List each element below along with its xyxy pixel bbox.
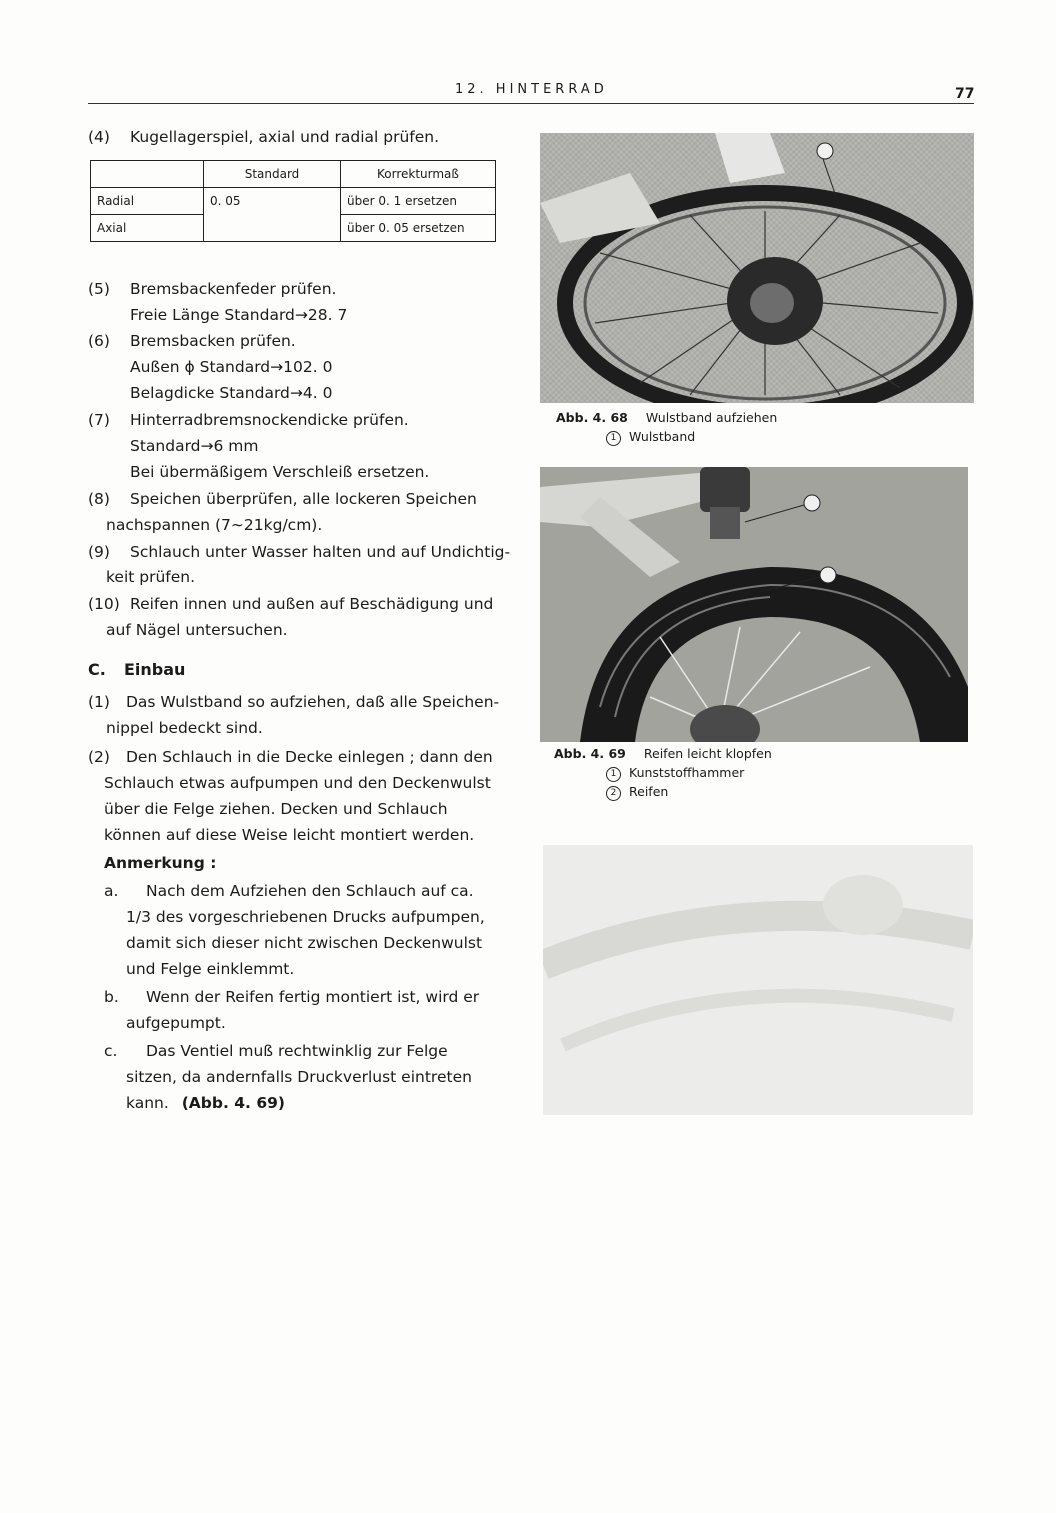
item-text: keit prüfen.	[106, 568, 196, 586]
note-letter: a.	[104, 882, 119, 900]
item-text: nippel bedeckt sind.	[106, 719, 263, 737]
callout-text: Wulstband	[629, 429, 696, 444]
bleed-through-photo	[543, 845, 973, 1115]
item-number: (5)	[88, 280, 110, 298]
figure-caption	[556, 410, 777, 425]
note-text: damit sich dieser nicht zwischen Deckenwulst	[126, 934, 483, 952]
item-text: Schlauch etwas aufpumpen und den Deckenwulst	[104, 774, 491, 792]
item-text: über die Felge ziehen. Decken und Schlauch	[104, 800, 448, 818]
item-text: Bei übermäßigem Verschleiß ersetzen.	[130, 463, 430, 481]
item-number: (9)	[88, 543, 110, 561]
section-letter: C.	[88, 660, 106, 679]
item-number: (4)	[88, 128, 110, 146]
page-number: 77	[955, 86, 975, 102]
item-text: auf Nägel untersuchen.	[106, 621, 288, 639]
tire-illustration	[540, 467, 968, 742]
note-text: 1/3 des vorgeschriebenen Drucks aufpumpen,	[126, 908, 485, 926]
note-letter: c.	[104, 1042, 118, 1060]
item-number: (10)	[88, 595, 120, 613]
header-divider	[88, 103, 974, 104]
item-text: Kugellagerspiel, axial und radial prüfen.	[130, 128, 440, 146]
item-number: (8)	[88, 490, 110, 508]
figure-reference: (Abb. 4. 69)	[181, 1094, 285, 1112]
note-text: Das Ventiel muß rechtwinklig zur Felge	[146, 1042, 448, 1060]
item-text: Belagdicke Standard→4. 0	[130, 384, 333, 402]
table-header-cell: Standard	[204, 161, 341, 188]
item-text: können auf diese Weise leicht montiert werden.	[104, 826, 475, 844]
item-text: Reifen innen und außen auf Beschädigung und	[130, 595, 494, 613]
figure-photo-wulstband	[540, 133, 974, 403]
item-number: (7)	[88, 411, 110, 429]
table-cell: Radial	[91, 188, 204, 215]
figure-legend-item	[606, 765, 744, 782]
table-header-row	[91, 161, 496, 188]
note-letter: b.	[104, 988, 119, 1006]
table-cell: Axial	[91, 215, 204, 242]
note-text: aufgepumpt.	[126, 1014, 226, 1032]
figure-label: Abb. 4. 69	[554, 746, 626, 761]
item-text: Bremsbackenfeder prüfen.	[130, 280, 337, 298]
item-text: Schlauch unter Wasser halten und auf Undichtig-	[130, 543, 511, 561]
item-text: Standard→6 mm	[130, 437, 259, 455]
callout-text: Kunststoffhammer	[629, 765, 745, 780]
callout-number: 2	[606, 786, 621, 801]
item-text: Hinterradbremsnockendicke prüfen.	[130, 411, 409, 429]
figure-caption	[554, 746, 772, 761]
callout-number: 1	[606, 767, 621, 782]
note-text	[126, 1090, 285, 1116]
figure-legend-item	[606, 784, 668, 801]
wheel-illustration	[540, 133, 974, 403]
faint-wheel-illustration	[543, 845, 973, 1115]
figure-legend-item	[606, 429, 695, 446]
note-text: Wenn der Reifen fertig montiert ist, wird er	[146, 988, 480, 1006]
figure-photo-reifen	[540, 467, 968, 742]
table-cell: über 0. 05 ersetzen	[341, 215, 496, 242]
item-text: nachspannen (7∼21kg/cm).	[106, 516, 323, 534]
table-cell: 0. 05	[204, 188, 341, 215]
figure-title: Reifen leicht klopfen	[643, 746, 772, 761]
callout-number: 1	[606, 431, 621, 446]
section-heading: Einbau	[124, 660, 186, 679]
table-header-cell: Korrekturmaß	[341, 161, 496, 188]
spec-table	[90, 160, 496, 242]
item-number: (6)	[88, 332, 110, 350]
note-text: und Felge einklemmt.	[126, 960, 295, 978]
callout-text: Reifen	[629, 784, 669, 799]
item-text: Den Schlauch in die Decke einlegen ; dann den	[126, 748, 493, 766]
figure-title: Wulstband aufziehen	[645, 410, 778, 425]
running-title: 12. HINTERRAD	[455, 82, 608, 97]
item-text: Freie Länge Standard→28. 7	[130, 306, 348, 324]
table-row	[91, 215, 496, 242]
note-text: sitzen, da andernfalls Druckverlust eintreten	[126, 1068, 472, 1086]
item-text: Speichen überprüfen, alle lockeren Speichen	[130, 490, 477, 508]
note-heading: Anmerkung :	[104, 854, 217, 872]
item-number: (2)	[88, 748, 110, 766]
table-cell: über 0. 1 ersetzen	[341, 188, 496, 215]
item-text: Bremsbacken prüfen.	[130, 332, 296, 350]
figure-label: Abb. 4. 68	[556, 410, 628, 425]
table-row	[91, 188, 496, 215]
note-text-part: kann.	[126, 1094, 169, 1112]
item-number: (1)	[88, 693, 110, 711]
note-text: Nach dem Aufziehen den Schlauch auf ca.	[146, 882, 474, 900]
table-header-cell	[91, 161, 204, 188]
item-text: Das Wulstband so aufziehen, daß alle Speichen-	[126, 693, 500, 711]
item-text: Außen ϕ Standard→102. 0	[130, 358, 333, 376]
table-cell	[204, 215, 341, 242]
